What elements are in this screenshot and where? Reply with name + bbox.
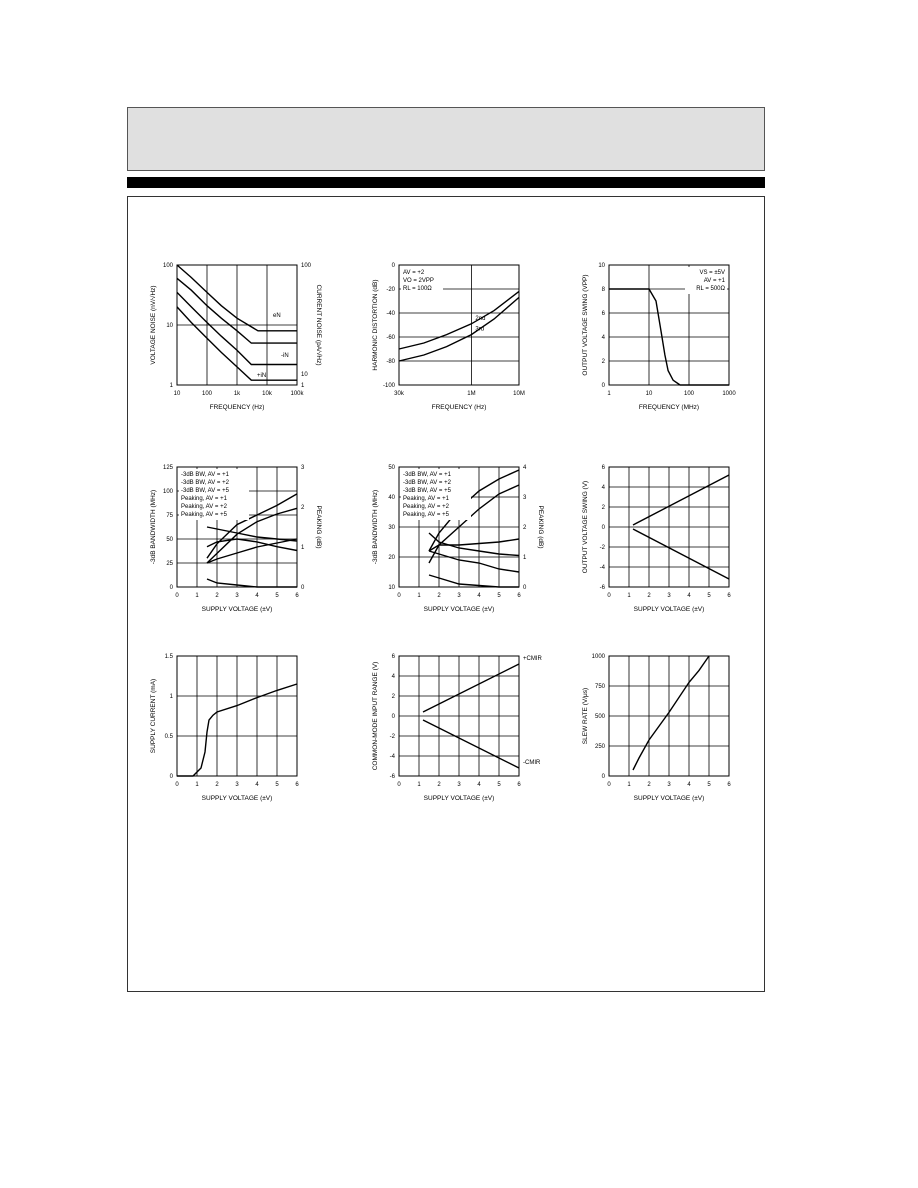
x-tick-label: 1: [417, 782, 421, 788]
y-tick-label: 4: [601, 485, 605, 491]
x-tick-label: 0: [397, 782, 401, 788]
y-tick-label: -2: [599, 545, 605, 551]
x-tick-label: 100: [683, 391, 695, 397]
y2-tick-label: 3: [523, 495, 527, 501]
chart-7: [150, 654, 299, 802]
y-tick-label: -6: [599, 585, 605, 591]
y-tick-label: -40: [386, 311, 395, 317]
y-tick-label: 125: [162, 465, 173, 471]
x-axis-label: SUPPLY VOLTAGE (±V): [633, 795, 705, 802]
legend-entry: -3dB BW, AV = +1: [403, 472, 451, 478]
x-tick-label: 10M: [513, 391, 525, 397]
y-tick-label: 75: [166, 513, 173, 519]
y-tick-label: 1.5: [164, 654, 173, 660]
legend-entry: RL = 500Ω: [696, 286, 725, 292]
x-tick-label: 6: [727, 593, 731, 599]
chart-4: [150, 465, 322, 613]
y-tick-label: -4: [599, 565, 605, 571]
y-axis-label: OUTPUT VOLTAGE SWING (V): [582, 480, 589, 574]
y-tick-label: 6: [601, 311, 605, 317]
y-tick-label: 0: [601, 525, 605, 531]
chart-8: [372, 654, 543, 802]
legend-entry: AV = +1: [703, 278, 725, 284]
y-tick-label: 100: [162, 263, 173, 269]
annotation: -iN: [281, 353, 289, 359]
legend-entry: AV = +2: [403, 270, 425, 276]
y-tick-label: 50: [166, 537, 173, 543]
x-tick-label: 6: [295, 593, 299, 599]
x-tick-label: 3: [235, 782, 239, 788]
y-tick-label: 6: [391, 654, 395, 660]
y-tick-label: -2: [389, 734, 395, 740]
legend-entry: Peaking, AV = +5: [403, 512, 449, 518]
x-axis-label: FREQUENCY (Hz): [431, 404, 487, 411]
x-tick-label: 5: [275, 782, 279, 788]
legend-entry: -3dB BW, AV = +5: [403, 488, 451, 494]
x-tick-label: 2: [647, 593, 651, 599]
y2-tick-label: 2: [523, 525, 527, 531]
x-tick-label: 10: [645, 391, 653, 397]
y2-axis-label: PEAKING (dB): [537, 505, 544, 549]
y-tick-label: 20: [388, 555, 395, 561]
chart-3: [582, 263, 736, 411]
x-tick-label: 6: [517, 782, 521, 788]
y-tick-label: -20: [386, 287, 395, 293]
y-tick-label: 100: [162, 489, 173, 495]
series-line-3: [429, 539, 519, 551]
x-tick-label: 2: [437, 782, 441, 788]
y2-tick-label: 1: [301, 383, 305, 389]
x-tick-label: 1: [195, 782, 199, 788]
x-tick-label: 6: [727, 782, 731, 788]
y-axis-label: SLEW RATE (V/μs): [582, 687, 589, 745]
legend-entry: Peaking, AV = +2: [403, 504, 449, 510]
legend-entry: RL = 100Ω: [403, 286, 432, 292]
x-tick-label: 2: [215, 593, 219, 599]
y2-tick-label: 2: [301, 505, 305, 511]
legend-entry: -3dB BW, AV = +2: [403, 480, 451, 486]
y2-tick-label: 1: [523, 555, 527, 561]
legend-entry: Peaking, AV = +1: [181, 496, 227, 502]
x-tick-label: 5: [497, 593, 501, 599]
series-label: 2nd: [475, 315, 486, 322]
x-axis-label: FREQUENCY (Hz): [209, 404, 265, 411]
x-tick-label: 1k: [233, 391, 241, 397]
x-tick-label: 30k: [394, 391, 404, 397]
y-tick-label: 10: [166, 323, 173, 329]
y-tick-label: -100: [382, 383, 395, 389]
x-tick-label: 4: [255, 782, 259, 788]
y-axis-label: -3dB BANDWIDTH (MHz): [372, 489, 379, 565]
series-line-2: [633, 529, 729, 579]
y-axis-label: VOLTAGE NOISE (nV/√Hz): [150, 285, 157, 365]
x-tick-label: 5: [497, 782, 501, 788]
x-tick-label: 4: [255, 593, 259, 599]
legend-entry: Peaking, AV = +1: [403, 496, 449, 502]
x-tick-label: 1: [627, 593, 631, 599]
y-tick-label: 8: [601, 287, 605, 293]
y-tick-label: 0: [169, 774, 173, 780]
x-tick-label: 4: [687, 782, 691, 788]
series-line-6: [429, 575, 519, 587]
x-tick-label: 0: [607, 782, 611, 788]
series-line-1: [633, 656, 709, 770]
legend-entry: VS = ±5V: [699, 270, 725, 276]
x-tick-label: 4: [477, 782, 481, 788]
series-line-1: [423, 664, 519, 712]
x-tick-label: 3: [235, 593, 239, 599]
x-tick-label: 1: [607, 391, 611, 397]
y2-tick-label: 0: [301, 585, 305, 591]
y-tick-label: 25: [166, 561, 173, 567]
chart-9: [582, 654, 731, 802]
x-tick-label: 6: [295, 782, 299, 788]
x-tick-label: 100: [201, 391, 213, 397]
x-tick-label: 5: [707, 782, 711, 788]
series-label: +CMIR: [523, 656, 542, 662]
x-tick-label: 3: [667, 593, 671, 599]
y-tick-label: 6: [601, 465, 605, 471]
x-tick-label: 2: [647, 782, 651, 788]
x-tick-label: 5: [275, 593, 279, 599]
x-tick-label: 10: [173, 391, 181, 397]
chart-2: [372, 263, 525, 411]
x-tick-label: 6: [517, 593, 521, 599]
y-tick-label: 0: [601, 383, 605, 389]
x-axis-label: SUPPLY VOLTAGE (±V): [423, 606, 495, 613]
x-axis-label: FREQUENCY (MHz): [638, 404, 700, 411]
y2-tick-label: 0: [523, 585, 527, 591]
legend-entry: VO = 2VPP: [403, 278, 434, 284]
y-axis-label: HARMONIC DISTORTION (dB): [372, 279, 379, 371]
x-tick-label: 10k: [262, 391, 272, 397]
x-tick-label: 2: [437, 593, 441, 599]
series-label: -CMIR: [523, 760, 541, 766]
y-tick-label: 1000: [591, 654, 605, 660]
y-tick-label: 1: [169, 383, 173, 389]
series-line-1: [633, 475, 729, 525]
y-tick-label: 0: [601, 774, 605, 780]
y-tick-label: 30: [388, 525, 395, 531]
y-tick-label: 0: [391, 263, 395, 269]
y-tick-label: -80: [386, 359, 395, 365]
y-tick-label: 0: [391, 714, 395, 720]
y-tick-label: -6: [389, 774, 395, 780]
y-axis-label: -3dB BANDWIDTH (MHz): [150, 489, 157, 565]
x-axis-label: SUPPLY VOLTAGE (±V): [633, 606, 705, 613]
legend-entry: Peaking, AV = +5: [181, 512, 227, 518]
x-axis-label: SUPPLY VOLTAGE (±V): [201, 606, 273, 613]
legend-entry: -3dB BW, AV = +2: [181, 480, 229, 486]
legend-entry: -3dB BW, AV = +5: [181, 488, 229, 494]
x-tick-label: 1: [195, 593, 199, 599]
chart-1: [149, 263, 323, 411]
y-tick-label: 0: [169, 585, 173, 591]
chart-6: [582, 465, 731, 613]
x-tick-label: 0: [397, 593, 401, 599]
x-tick-label: 0: [175, 593, 179, 599]
x-tick-label: 100k: [290, 391, 304, 397]
y-tick-label: 4: [601, 335, 605, 341]
x-tick-label: 0: [607, 593, 611, 599]
y2-tick-label: 1: [301, 545, 305, 551]
x-tick-label: 1000: [722, 391, 736, 397]
y-tick-label: 10: [598, 263, 605, 269]
y-tick-label: 0.5: [164, 734, 173, 740]
x-tick-label: 1: [627, 782, 631, 788]
y-axis-label: COMMON-MODE INPUT RANGE (V): [372, 661, 379, 771]
x-axis-label: SUPPLY VOLTAGE (±V): [201, 795, 273, 802]
y2-tick-label: 10: [301, 372, 308, 379]
y-tick-label: 250: [594, 744, 605, 750]
x-tick-label: 4: [477, 593, 481, 599]
y-tick-label: 1: [169, 694, 173, 700]
x-tick-label: 5: [707, 593, 711, 599]
y-tick-label: -4: [389, 754, 395, 760]
y-tick-label: 50: [388, 465, 395, 471]
y-tick-label: 40: [388, 495, 395, 501]
y-tick-label: 750: [594, 684, 605, 690]
y-tick-label: 4: [391, 674, 395, 680]
x-tick-label: 4: [687, 593, 691, 599]
y2-tick-label: 3: [301, 465, 305, 471]
legend-entry: -3dB BW, AV = +1: [181, 472, 229, 478]
y-axis-label: OUTPUT VOLTAGE SWING (VPP): [582, 274, 589, 376]
x-tick-label: 3: [667, 782, 671, 788]
y-tick-label: -60: [386, 335, 395, 341]
annotation: +iN: [257, 373, 267, 379]
x-tick-label: 3: [457, 782, 461, 788]
x-tick-label: 1M: [467, 391, 476, 397]
x-tick-label: 1: [417, 593, 421, 599]
x-tick-label: 2: [215, 782, 219, 788]
y-tick-label: 2: [601, 505, 605, 511]
series-line-6: [207, 579, 297, 587]
series-line-2: [423, 720, 519, 768]
y-axis-label: SUPPLY CURRENT (mA): [150, 678, 157, 754]
y2-axis-label: CURRENT NOISE (pA/√Hz): [315, 284, 322, 366]
x-axis-label: SUPPLY VOLTAGE (±V): [423, 795, 495, 802]
x-tick-label: 0: [175, 782, 179, 788]
y2-tick-label: 4: [523, 465, 527, 471]
chart-5: [372, 465, 544, 613]
annotation: eN: [273, 313, 281, 319]
y-tick-label: 2: [601, 359, 605, 365]
y-tick-label: 2: [391, 694, 395, 700]
series-label: 3rd: [475, 326, 485, 333]
x-tick-label: 3: [457, 593, 461, 599]
y2-axis-label: PEAKING (dB): [315, 505, 322, 549]
legend-entry: Peaking, AV = +2: [181, 504, 227, 510]
y-tick-label: 500: [594, 714, 605, 720]
y2-tick-label: 100: [301, 263, 312, 269]
y-tick-label: 10: [388, 585, 395, 591]
